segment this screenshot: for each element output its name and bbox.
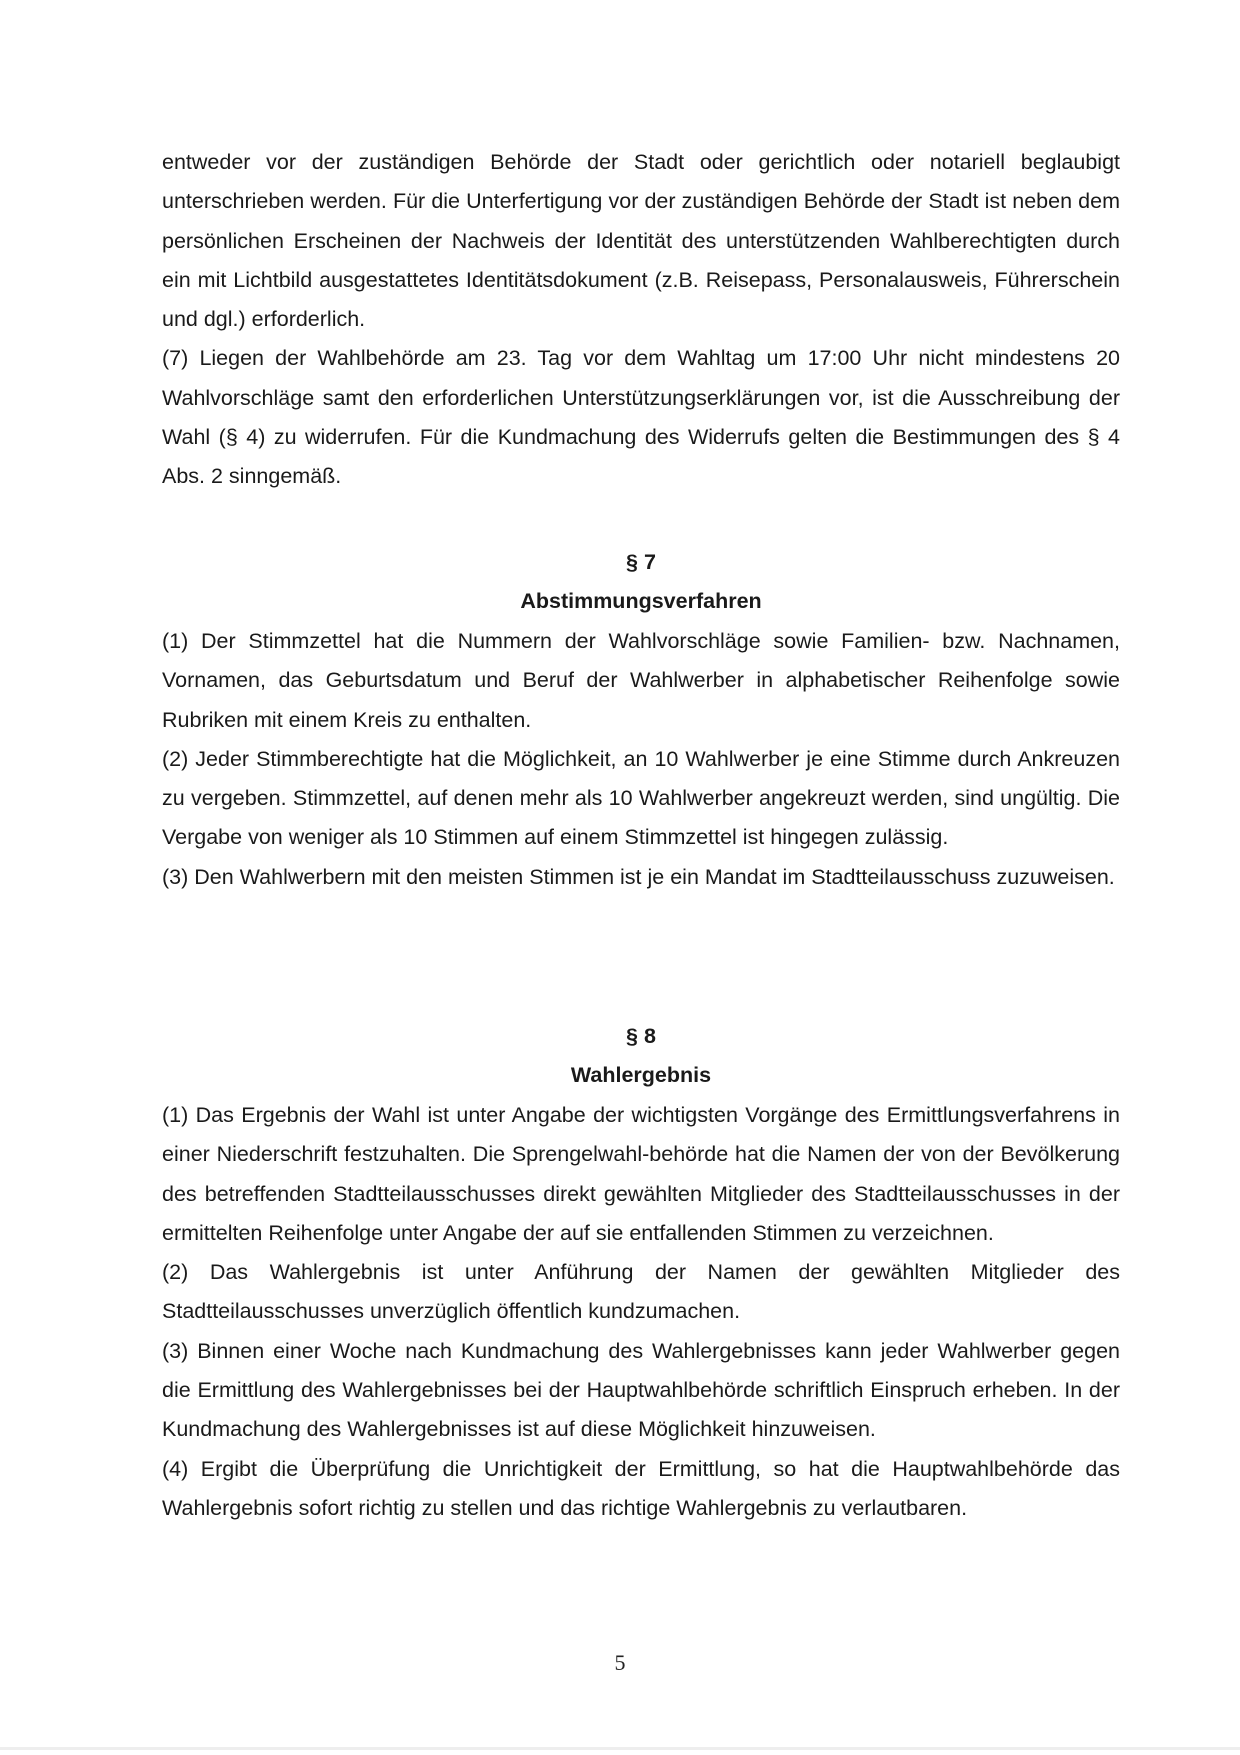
section-8-heading (162, 1017, 1120, 1095)
scan-edge-divider (0, 1747, 1240, 1750)
section-7-number: § 7 (626, 550, 656, 574)
section-7-title: Abstimmungsverfahren (520, 589, 762, 613)
intro-paragraph: entweder vor der zuständigen Behörde der Stadt oder gerichtlich oder notariell beglaubigt unterschrieben werden. Für die Unterfertigung vor der zuständigen Behörde der Stadt ist neben dem persönlichen Erscheinen der Nachweis der Identität des unterstützenden Wahlberechtigten durch ein mit Lichtbild ausgestattetes Identitätsdokument (z.B. Reisepass, Personalausweis, Führerschein und dgl.) erforderlich. (162, 150, 1120, 332)
section-7-heading (162, 543, 1120, 621)
section-7-paragraph: (2) Jeder Stimmberechtigte hat die Möglichkeit, an 10 Wahlwerber je eine Stimme durch Ankreuzen zu vergeben. Stimmzettel, auf denen mehr als 10 Wahlwerber angekreuzt werden, sind ungültig. Die Vergabe von weniger als 10 Stimmen auf einem Stimmzettel ist hingegen zulässig. (162, 746, 1120, 850)
section-8-title: Wahlergebnis (570, 1063, 712, 1087)
intro-paragraph: (7) Liegen der Wahlbehörde am 23. Tag vor dem Wahltag um 17:00 Uhr nicht mindestens 20 Wahlvorschläge samt den erforderlichen Unterstützungserklärungen vor, ist die Ausschreibung der Wahl (§ 4) zu widerrufen. Für die Kundmachung des Widerrufs gelten die Bestimmungen des § 4 Abs. 2 sinngemäß. (162, 346, 1120, 489)
section-8-paragraph: (1) Das Ergebnis der Wahl ist unter Angabe der wichtigsten Vorgänge des Ermittlungsverfahrens in einer Niederschrift festzuhalten. Die Sprengelwahl-behörde hat die Namen der von der Bevölkerung des betreffenden Stadtteilausschusses direkt gewählten Mitglieder des Stadtteilausschusses in der ermittelten Reihenfolge unter Angabe der auf sie entfallenden Stimmen zu verzeichnen. (162, 1103, 1120, 1245)
section-8-paragraph: (2) Das Wahlergebnis ist unter Anführung der Namen der gewählten Mitglieder des Stadtteilausschusses unverzüglich öffentlich kundzumachen. (162, 1260, 1120, 1324)
section-8-paragraph: (3) Binnen einer Woche nach Kundmachung des Wahlergebnisses kann jeder Wahlwerber gegen die Ermittlung des Wahlergebnisses bei der Hauptwahlbehörde schriftlich Einspruch erheben. In der Kundmachung des Wahlergebnisses ist auf diese Möglichkeit hinzuweisen. (162, 1338, 1120, 1442)
section-7-text-block (162, 622, 1120, 897)
section-7-paragraph: (3) Den Wahlwerbern mit den meisten Stimmen ist je ein Mandat im Stadtteilausschuss zuzuweisen. (162, 864, 1115, 889)
section-8-number: § 8 (626, 1024, 656, 1048)
section-8-text-block (162, 1096, 1120, 1528)
section-7-paragraph: (1) Der Stimmzettel hat die Nummern der Wahlvorschläge sowie Familien- bzw. Nachnamen, Vornamen, das Geburtsdatum und Beruf der Wahlwerber in alphabetischer Reihenfolge sowie Rubriken mit einem Kreis zu enthalten. (162, 629, 1120, 732)
section-8-paragraph: (4) Ergibt die Überprüfung die Unrichtigkeit der Ermittlung, so hat die Hauptwahlbehörde das Wahlergebnis sofort richtig zu stellen und das richtige Wahlergebnis zu verlautbaren. (162, 1456, 1120, 1520)
intro-text-block (162, 143, 1120, 497)
page-number: 5 (614, 1650, 626, 1675)
